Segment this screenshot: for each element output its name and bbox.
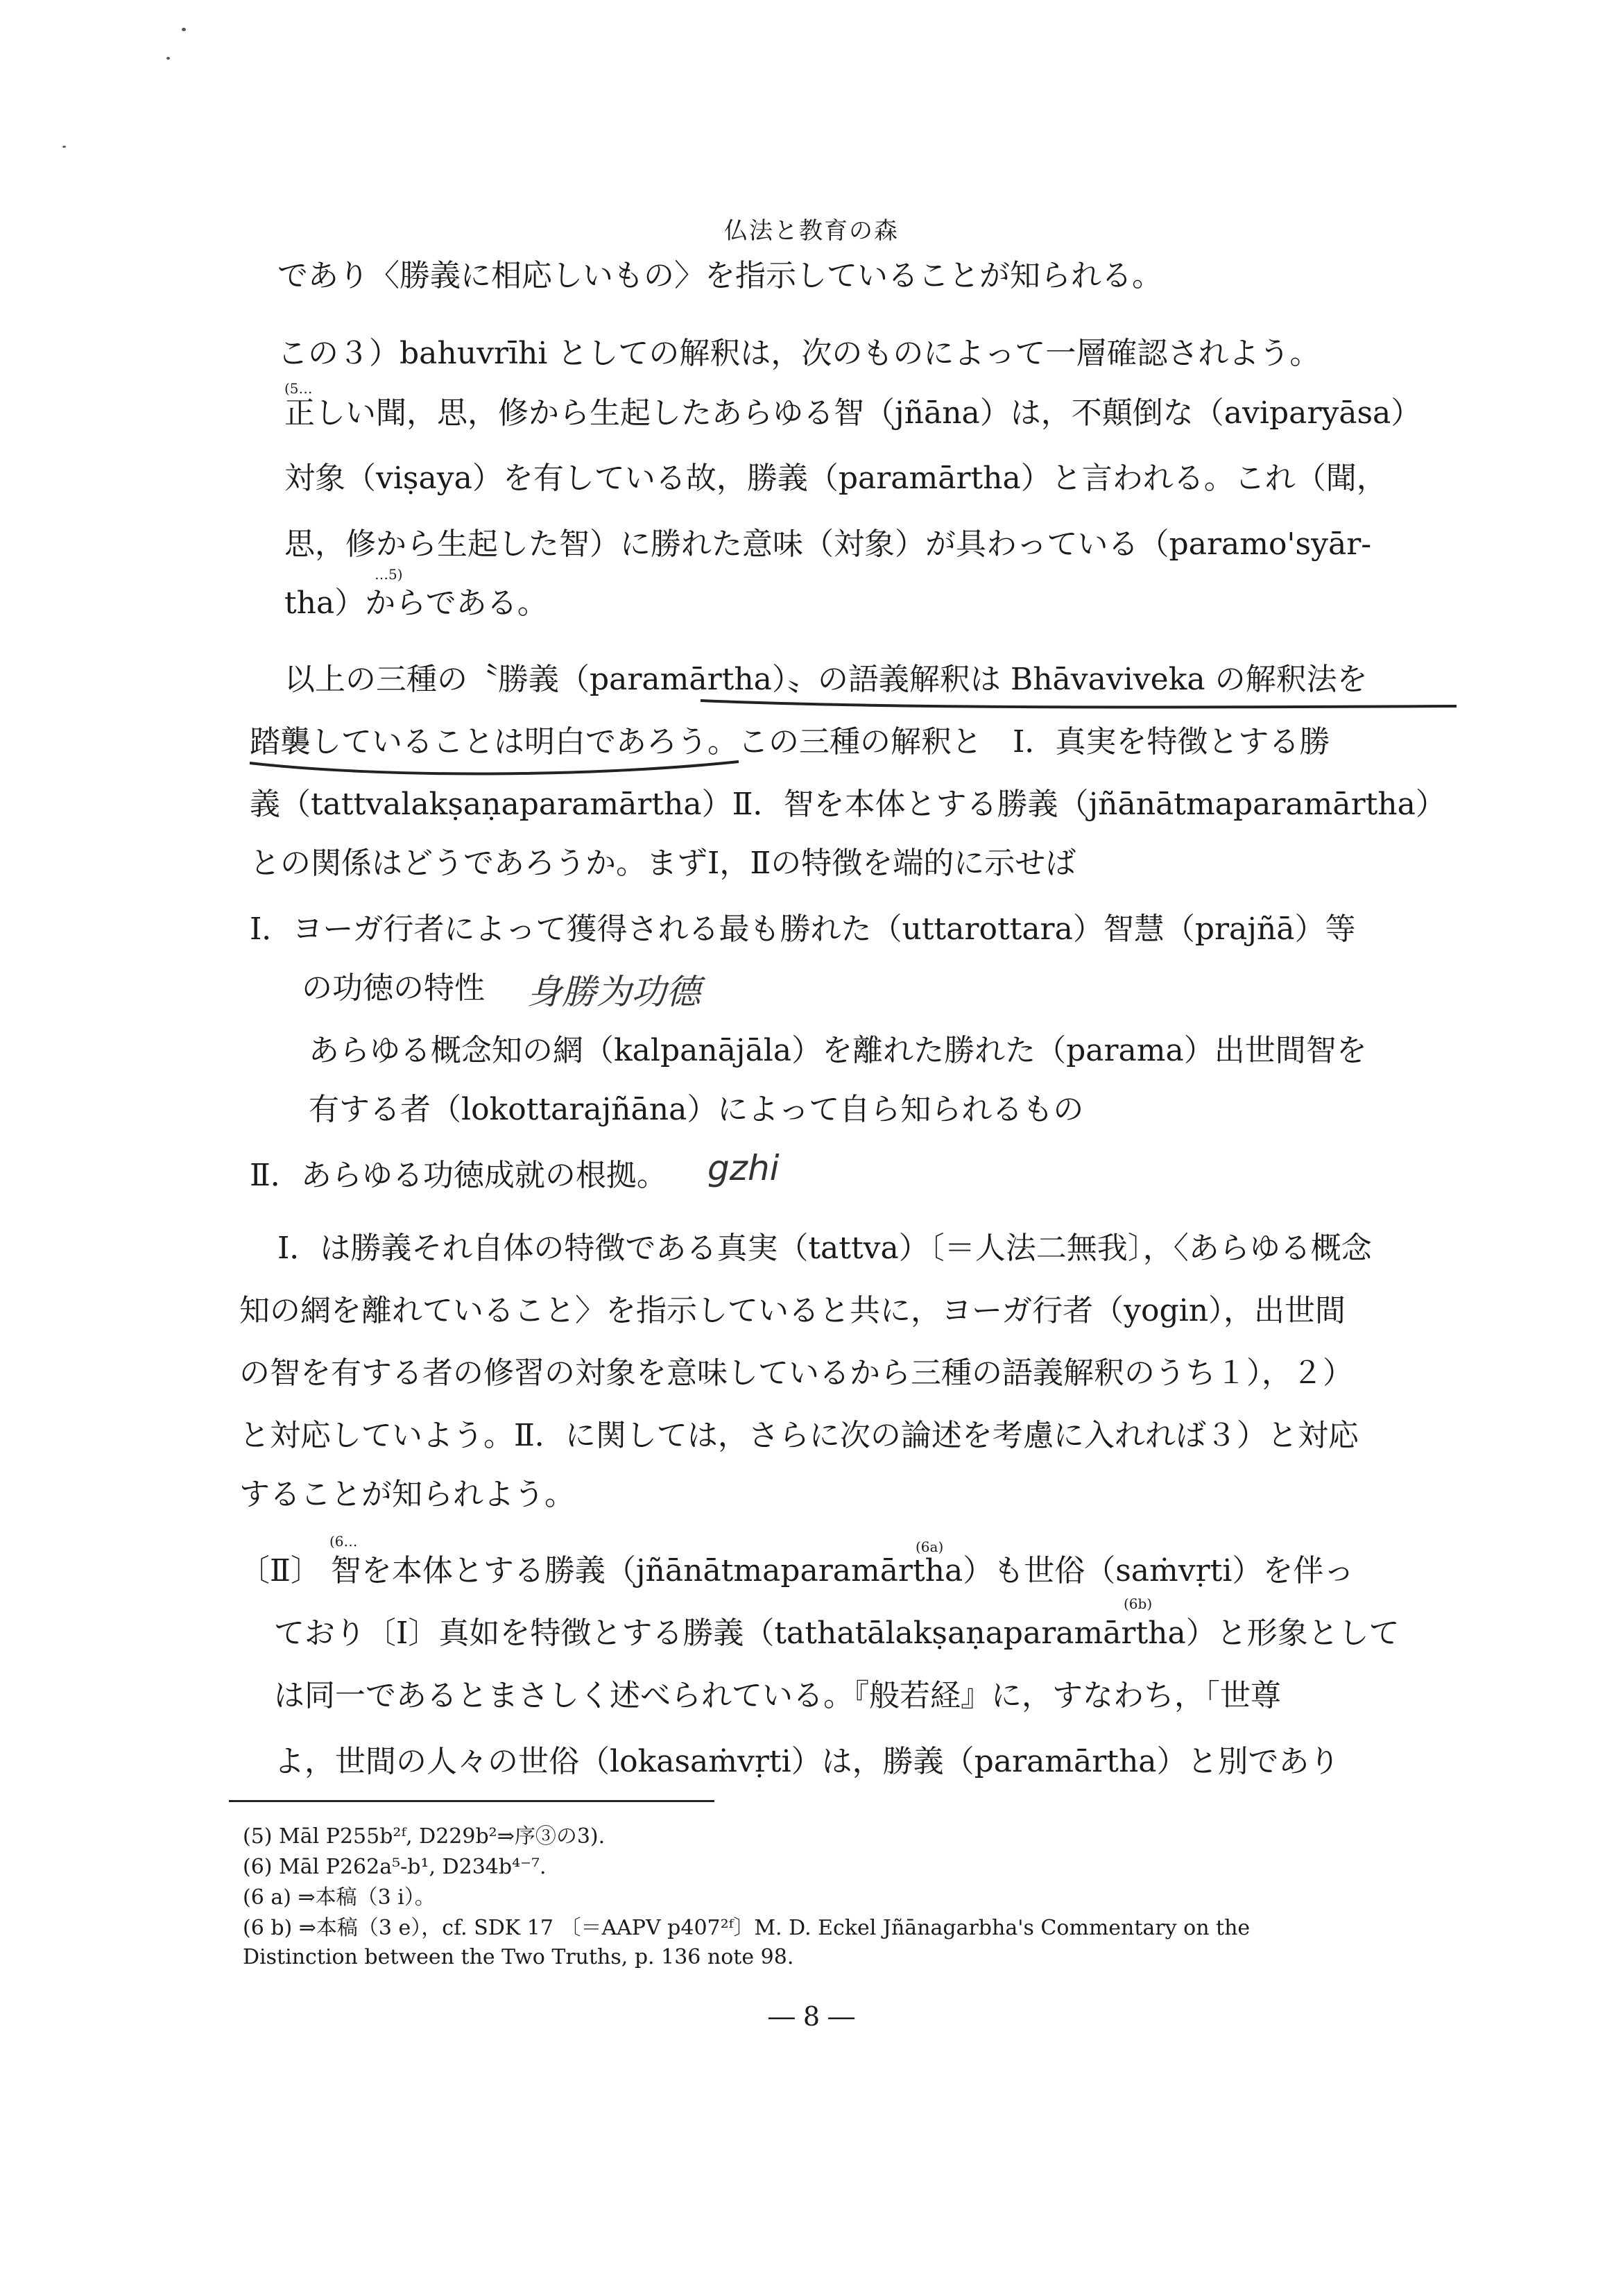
- body-line: 正しい聞，思，修から生起したあらゆる智（jñāna）は，不顛倒な（aviparyāsa）: [284, 395, 1422, 431]
- body-line: と対応していよう。Ⅱ．に関しては，さらに次の論述を考慮に入れれば３）と対応: [239, 1418, 1359, 1453]
- body-line: tha）からである。: [284, 585, 548, 621]
- body-line: 〔Ⅱ〕 智を本体とする勝義（jñānātmaparamārtha）も世俗（saṁvṛti）を伴っ: [239, 1553, 1355, 1588]
- body-line: よ，世間の人々の世俗（lokasaṁvṛti）は，勝義（paramārtha）と別であり: [274, 1744, 1340, 1779]
- body-line: との関係はどうであろうか。まずⅠ，Ⅱの特徴を端的に示せば: [250, 846, 1076, 881]
- body-line: 以上の三種の〝勝義（paramārtha）〟の語義解釈は Bhāvaviveka の解釈法を: [284, 662, 1368, 697]
- body-line: は同一であるとまさしく述べられている。『般若経』に，すなわち，「世尊: [274, 1678, 1281, 1713]
- body-line: 対象（viṣaya）を有している故，勝義（paramārtha）と言われる。これ（聞，: [284, 461, 1387, 496]
- footnote: (6 b) ⇒本稿（3 e），cf. SDK 17 〔＝AAPV p407²ᶠ〕M. D. Eckel Jñānagarbha's Commentary on the: [243, 1916, 1251, 1940]
- handwritten-note: gzhi: [707, 1148, 780, 1188]
- note-marker: (5…: [284, 380, 313, 397]
- note-marker: (6…: [329, 1533, 358, 1550]
- body-line: することが知られよう。: [239, 1477, 575, 1512]
- footnote: (6) Māl P262a⁵-b¹, D234b⁴⁻⁷.: [243, 1855, 547, 1879]
- footnote: (5) Māl P255b²ᶠ, D229b²⇒序③の3).: [243, 1824, 606, 1849]
- note-marker: (6b): [1124, 1595, 1153, 1612]
- scan-speck: [62, 146, 66, 148]
- body-line: 義（tattvalakṣaṇaparamārtha）Ⅱ．智を本体とする勝義（jñānātmaparamārtha）: [250, 787, 1446, 822]
- body-line: の功徳の特性: [302, 970, 485, 1006]
- body-line: の智を有する者の修習の対象を意味しているから三種の語義解釈のうち１），２）: [239, 1355, 1353, 1391]
- note-marker: (6a): [916, 1539, 944, 1555]
- handwritten-note: 身勝为功德: [527, 972, 701, 1012]
- footnote: (6 a) ⇒本稿（3 i）。: [243, 1885, 436, 1910]
- scan-speck: [182, 28, 186, 31]
- note-marker: …5): [375, 566, 403, 583]
- body-line: 有する者（lokottarajñāna）によって自ら知られるもの: [309, 1092, 1084, 1127]
- footnote: Distinction between the Two Truths, p. 136 note 98.: [243, 1945, 794, 1969]
- body-line: 知の網を離れていること〉を指示していると共に，ヨーガ行者（yogin），出世間: [239, 1293, 1346, 1328]
- body-line: この３）bahuvrīhi としての解釈は，次のものによって一層確認されよう。: [277, 336, 1321, 371]
- body-line: あらゆる概念知の網（kalpanājāla）を離れた勝れた（parama）出世間智を: [309, 1033, 1367, 1068]
- body-line: であり〈勝義に相応しいもの〉を指示していることが知られる。: [277, 258, 1162, 293]
- body-line: ており〔Ⅰ〕真如を特徴とする勝義（tathatālakṣaṇaparamārtha）と形象として: [274, 1616, 1400, 1651]
- handwritten-underline: [246, 735, 746, 791]
- handwritten-underline: [694, 687, 1463, 770]
- body-line: 踏襲していることは明白であろう。この三種の解釈と Ⅰ．真実を特徴とする勝: [250, 724, 1330, 760]
- page-number: ― 8 ―: [768, 2001, 855, 2032]
- body-line: Ⅰ．は勝義それ自体の特徴である真実（tattva）〔＝人法二無我〕，〈あらゆる概念: [277, 1231, 1372, 1266]
- footnote-rule: [229, 1800, 714, 1802]
- scan-speck: [166, 57, 170, 60]
- body-line: Ⅰ．ヨーガ行者によって獲得される最も勝れた（uttarottara）智慧（prajñā）等: [250, 911, 1356, 947]
- body-line: Ⅱ．あらゆる功徳成就の根拠。: [250, 1158, 667, 1193]
- running-header: 仏法と教育の森: [724, 217, 899, 245]
- body-line: 思，修から生起した智）に勝れた意味（対象）が具わっている（paramo'syār-: [284, 526, 1372, 562]
